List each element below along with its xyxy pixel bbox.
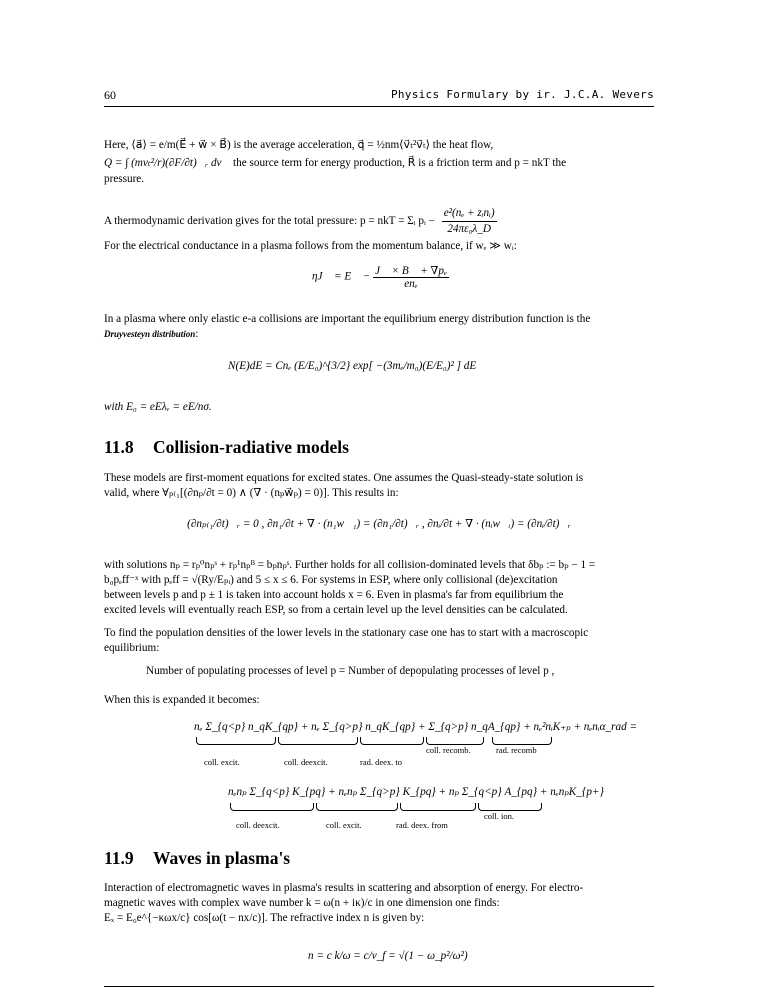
crm-p3-line-1: To find the population densities of the lower levels in the stationary case one has to start with a macroscopic — [104, 627, 589, 639]
page-number: 60 — [104, 88, 116, 102]
brace-5 — [492, 737, 552, 745]
brace-6 — [230, 803, 314, 811]
pressure-text: A thermodynamic derivation gives for the total pressure: p = nkT = Σᵢ pᵢ − — [104, 215, 435, 228]
intro-paragraph — [104, 138, 654, 187]
druyvesteyn-with-text: with E₀ = eEλᵥ = eE/nσ. — [104, 401, 212, 413]
page-header — [104, 88, 654, 104]
brace-7 — [316, 803, 398, 811]
brace-8 — [400, 803, 476, 811]
expanded-equation-line-2: nₑnₚ Σ_{q<p} K_{pq} + nₑnₚ Σ_{q>p} K_{pq} + nₚ Σ_{q<p} A_{pq} + nₑnₚK_{p+} — [228, 786, 604, 798]
label-coll-deexcit: coll. deexcit. — [284, 757, 328, 767]
label-rad-recomb: rad. recomb — [496, 745, 537, 755]
waves-paragraph — [104, 881, 654, 926]
section-title-11-9: Waves in plasma's — [153, 848, 291, 868]
druyvesteyn-line-2 — [104, 327, 654, 342]
conductance-text: For the electrical conductance in a plasma follows from the momentum balance, if wₑ ≫ wᵢ: — [104, 240, 517, 252]
section-title: Collision-radiative models — [153, 437, 349, 457]
section-heading-11-9 — [104, 848, 290, 869]
brace-9 — [478, 803, 542, 811]
waves-line-1: Interaction of electromagnetic waves in plasma's results in scattering and absorption of energy. For electro- — [104, 882, 584, 894]
intro-line-2-text: the source term for energy production, R⃗ is a friction term and p = nkT the — [230, 157, 567, 169]
druyvesteyn-line-1: In a plasma where only elastic e-a collisions are important the equilibrium energy distribution function is the — [104, 313, 591, 325]
label-coll-excit: coll. excit. — [204, 757, 240, 767]
conductance-paragraph — [104, 239, 654, 254]
crm-p2-line-1: with solutions nₚ = rₚ⁰nₚˢ + rₚ¹nₚᴮ = bₚnₚˢ. Further holds for all collision-dominated levels that δbₚ := bₚ − 1 = — [104, 559, 596, 571]
header-rule — [104, 106, 654, 107]
pressure-numerator: e²(nₑ + zᵢnᵢ) — [442, 206, 497, 222]
crm-p2-line-3: between levels p and p ± 1 is taken into account holds x = 6. Even in plasma's far from equilibrium the — [104, 589, 564, 601]
section-number-11-9: 11.9 — [104, 848, 134, 868]
conductance-numerator: J⃗ × B⃗ + ∇pₑ — [375, 265, 447, 277]
heat-source-equation: Q = ∫ (mvₜ²/r)(∂F/∂t)꜀ᵣ dv⃗ — [104, 157, 231, 169]
expanded-text: When this is expanded it becomes: — [104, 694, 260, 706]
conductance-equation — [312, 264, 449, 290]
brace-1 — [196, 737, 276, 745]
label-coll-excit-2: coll. excit. — [326, 820, 362, 830]
brace-3 — [360, 737, 424, 745]
crm-p1-line-1: These models are first-moment equations for excited states. One assumes the Quasi-steady-state solution is — [104, 472, 584, 484]
druyvesteyn-paragraph — [104, 312, 654, 342]
crm-paragraph-1 — [104, 471, 654, 501]
pressure-fraction — [442, 206, 497, 237]
label-rad-deex-from: rad. deex. from — [396, 820, 448, 830]
intro-line-1: Here, ⟨a⃗⟩ = e/m(E⃗ + w⃗ × B⃗) is the average acceleration, q⃗ = ½nm⟨v⃗ₜ²v⃗ₜ⟩ the heat flow, — [104, 139, 494, 151]
intro-line-2 — [104, 156, 654, 171]
crm-p2-line-4: excited levels will eventually reach ESP, so from a certain level up the level densities can be calculated. — [104, 604, 568, 616]
crm-p3-line-2: equilibrium: — [104, 642, 160, 654]
conductance-fraction — [373, 264, 449, 290]
intro-line-3: pressure. — [104, 173, 145, 185]
brace-2 — [278, 737, 358, 745]
label-coll-ion: coll. ion. — [484, 811, 514, 821]
crm-p2-line-2: b₀pₑff⁻ˣ with pₑff = √(Ry/Eₚᵢ) and 5 ≤ x ≤ 6. For systems in ESP, where only collisional (de)excitation — [104, 574, 558, 586]
brace-4 — [426, 737, 484, 745]
refractive-index-equation: n = c k/ω = c/v_f = √(1 − ω_p²/ω²) — [308, 950, 468, 962]
druyvesteyn-term: Druyvesteyn distribution — [104, 329, 196, 339]
document-page — [104, 0, 654, 994]
pressure-paragraph — [104, 206, 654, 237]
conductance-eq-left: ηJ⃗ = E⃗ − — [312, 270, 371, 283]
pressure-denominator: 24πε₀λ_D — [447, 223, 491, 235]
expanded-equation-line-1: nₑ Σ_{q<p} n_qK_{qp} + nₑ Σ_{q>p} n_qK_{qp} + Σ_{q>p} n_qA_{qp} + nₑ²nᵢK₊ₚ + nₑnᵢα_rad = — [194, 721, 638, 733]
expanded-intro — [104, 693, 654, 708]
crm-equation: (∂nₚ₍₁/∂t)꜀ᵣ = 0 , ∂n₁/∂t + ∇ · (n₁w⃗₁) = (∂n₁/∂t)꜀ᵣ , ∂nᵢ/∂t + ∇ · (nᵢw⃗ᵢ) = (∂nᵢ/∂t)꜀ᵣ — [187, 518, 571, 530]
druyvesteyn-colon: : — [195, 328, 199, 340]
waves-line-2: magnetic waves with complex wave number k = ω(n + iκ)/c in one dimension one finds: — [104, 897, 500, 909]
balance-statement: Number of populating processes of level p = Number of depopulating processes of level p , — [146, 665, 555, 677]
running-title: Physics Formulary by ir. J.C.A. Wevers — [390, 88, 654, 101]
label-coll-deexcit-2: coll. deexcit. — [236, 820, 280, 830]
footer-rule — [104, 986, 654, 987]
label-coll-recomb: coll. recomb. — [426, 745, 471, 755]
label-rad-deex-to: rad. deex. to — [360, 757, 403, 767]
druyvesteyn-with — [104, 400, 654, 415]
druyvesteyn-equation: N(E)dE = Cnₑ (E/E₀)^{3/2} exp[ −(3mₑ/m₀)(E/E₀)² ] dE — [228, 360, 477, 372]
crm-paragraph-3 — [104, 626, 654, 656]
crm-paragraph-2 — [104, 558, 654, 618]
crm-p1-line-2: valid, where ∀ₚ₍₁[(∂nₚ/∂t = 0) ∧ (∇ · (nₚw⃗ₚ) = 0)]. This results in: — [104, 487, 399, 499]
conductance-denominator: enₑ — [404, 278, 418, 290]
section-number: 11.8 — [104, 437, 134, 457]
waves-line-3: Eₓ = E₀e^{−κωx/c} cos[ω(t − nx/c)]. The refractive index n is given by: — [104, 912, 425, 924]
section-heading-11-8 — [104, 437, 349, 458]
